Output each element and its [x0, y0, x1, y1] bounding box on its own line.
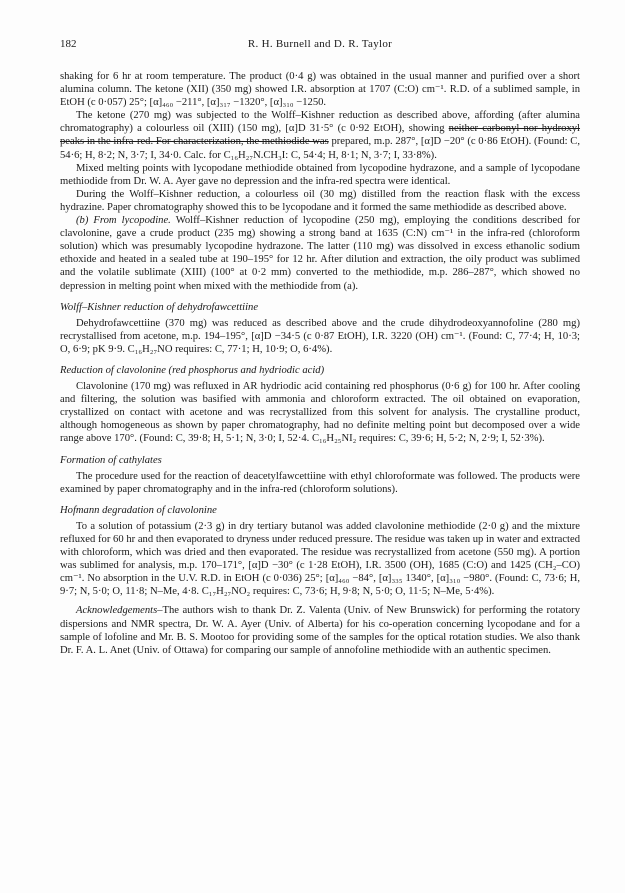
section-heading-cathylates: Formation of cathylates [60, 454, 162, 466]
paragraph-from-lycopodine [60, 214, 580, 293]
paragraph-reduction-clavolonine [60, 380, 580, 445]
section-heading-hofmann: Hofmann degradation of clavolonine [60, 504, 217, 516]
struck-through-text: neither carbonyl nor hydroxyl peaks in the infra-red. For characterization, the methiodide was [60, 123, 581, 148]
paragraph-cathylates [60, 470, 580, 496]
section-heading-dehydrofawcettiine: Wolff–Kishner reduction of dehydrofawcettiine [60, 301, 259, 313]
section-heading-reduction-clavolonine: Reduction of clavolonine (red phosphorus and hydriodic acid) [60, 364, 325, 376]
paragraph-text: During the Wolff–Kishner reduction, a colourless oil (30 mg) distilled from the reaction flask with the excess hydrazine. Paper chromatography showed this to be lycopodane and it formed the same methiodide as described above. [60, 188, 580, 213]
paragraph-distillate [60, 188, 580, 214]
paragraph-text: Wolff–Kishner reduction of lycopodine (250 mg), employing the conditions described for clavolonine, gave a crude product (235 mg) showing a strong band at 1635 (C:N) cm⁻¹ in the infra-red (chloroform solution) which was presumably lycopodine hydrazone. The latter (110 mg) was dissolved in excess ethanolic sodium ethoxide and heated in a sealed tube at 190–195° for 12 hr. After dilution and extraction, the oily product was sublimed and the volatile sublimate (XIII) (100° at 0·2 mm) converted to the methiodide, m.p. 286–287°, which showed no depression in melting point when mixed with the methiodide from (a). [60, 215, 580, 292]
paragraph-text: Clavolonine (170 mg) was refluxed in AR hydriodic acid containing red phosphorus (0·6 g) for 100 hr. After cooling and filtering, the solution was basified with ammonia and chloroform extracted. The oil obtained on evaporation, crystallized on contact with acetone and was recrystallized from this solvent for analysis. The crystalline product, although homogeneous as shown by paper chromatography, had no definite melting point but decomposed over a wide range above 170°. (Found: C, 39·8; H, 5·1; N, 3·0; I, 52·4. C₁₆H₂₅NI₂ requires: C, 39·6; H, 5·2; N, 2·9; I, 52·3%). [60, 381, 580, 445]
page-header [60, 38, 580, 52]
paragraph-dehydrofawcettiine [60, 317, 580, 356]
paragraph-ketone-xii [60, 70, 580, 109]
paragraph-text: shaking for 6 hr at room temperature. The product (0·4 g) was obtained in the usual manner and purified over a short alumina column. The ketone (XII) (350 mg) showed I.R. absorption at 1707 (C:O) cm⁻¹. R.D. of a sublimed sample, in EtOH (c 0·057) 25°; [α]₄₆₀ −211°, [α]₃₁₇ −1320°, [α]₃₁₀ −1250. [60, 71, 580, 109]
running-head: R. H. Burnell and D. R. Taylor [247, 38, 393, 50]
run-in-heading: Acknowledgements [76, 605, 158, 617]
paragraph-text: The ketone (270 mg) was subjected to the Wolff–Kishner reduction as described above, affording (after alumina chromatography) a colourless oil (XIII) (150 mg), [α]D 31·5° (c 0·92 EtOH), showing [60, 110, 580, 135]
paragraph-acknowledgements [60, 604, 580, 656]
paragraph-text: The procedure used for the reaction of deacetylfawcettiine with ethyl chloroformate was followed. The products were examined by paper chromatography and in the infra-red (chloroform solutions). [60, 470, 580, 495]
article-body [60, 70, 580, 657]
paragraph-wolff-kishner-ketone [60, 109, 580, 161]
paragraph-text: Dehydrofawcettiine (370 mg) was reduced as described above and the crude dihydrodeoxyannofoline (280 mg) recrystallised from acetone, m.p. 194–195°, [α]D −34·5 (c 0·87 EtOH), I.R. 3220 (OH) cm⁻¹. (Found: C, 77·4; H, 10·3; O, 6·9; pK 9·9. C₁₆H₂₇NO requires: C, 77·1; H, 10·9; O, 6·4%). [60, 317, 580, 355]
paragraph-text: –The authors wish to thank Dr. Z. Valenta (Univ. of New Brunswick) for performing the rotatory dispersions and NMR spectra, Dr. W. A. Ayer (Univ. of Alberta) for his co-operation concerning lycopodane and for a sample of lofoline and Mr. B. S. Mootoo for providing some of the samples for the optical rotation studies. We also thank Dr. F. A. L. Anet (Univ. of Ottawa) for comparing our sample of annofoline methiodide with an authentic specimen. [60, 605, 580, 656]
page-number: 182 [60, 38, 77, 50]
paragraph-text: Mixed melting points with lycopodane methiodide obtained from lycopodine hydrazone, and a sample of lycopodane methiodide from Dr. W. A. Ayer gave no depression and the infra-red spectra were identical. [60, 162, 580, 187]
run-in-heading: (b) From lycopodine. [76, 215, 171, 227]
paragraph-mixed-melting-points [60, 162, 580, 188]
paragraph-text-continued: prepared, m.p. 287°, [α]D −20° (c 0·86 EtOH). (Found: C, 54·6; H, 8·2; N, 3·7; I, 34·0. Calc. for C₁₆H₂₇N.CH₃I: C, 54·4; H, 8·1; N, 3·7; I, 33·8%). [60, 136, 580, 161]
paragraph-text: To a solution of potassium (2·3 g) in dry tertiary butanol was added clavolonine methiodide (2·0 g) and the mixture refluxed for 60 hr and then evaporated to dryness under reduced pressure. The residue was taken up in water and extracted with chloroform, which was dried and then evaporated. The residue was recrystallized from acetone (550 mg). A portion was sublimed for analysis, m.p. 170–171°, [α]D −30° (c 1·28 EtOH), I.R. 3500 (OH), 1685 (C:O) and 1425 (CH₂–CO) cm⁻¹. No absorption in the U.V. R.D. in EtOH (c 0·036) 25°; [α]₄₆₀ −84°, [α]₃₃₅ 1340°, [α]₃₁₀ −980°. (Found: C, 73·6; H, 9·7; N, 5·0; O, 11·8; N–Me, 4·8. C₁₇H₂₇NO₂ requires: C, 73·6; H, 9·8; N, 5·0; O, 11·5; N–Me, 5·4%). [60, 520, 580, 598]
paragraph-hofmann [60, 520, 580, 599]
